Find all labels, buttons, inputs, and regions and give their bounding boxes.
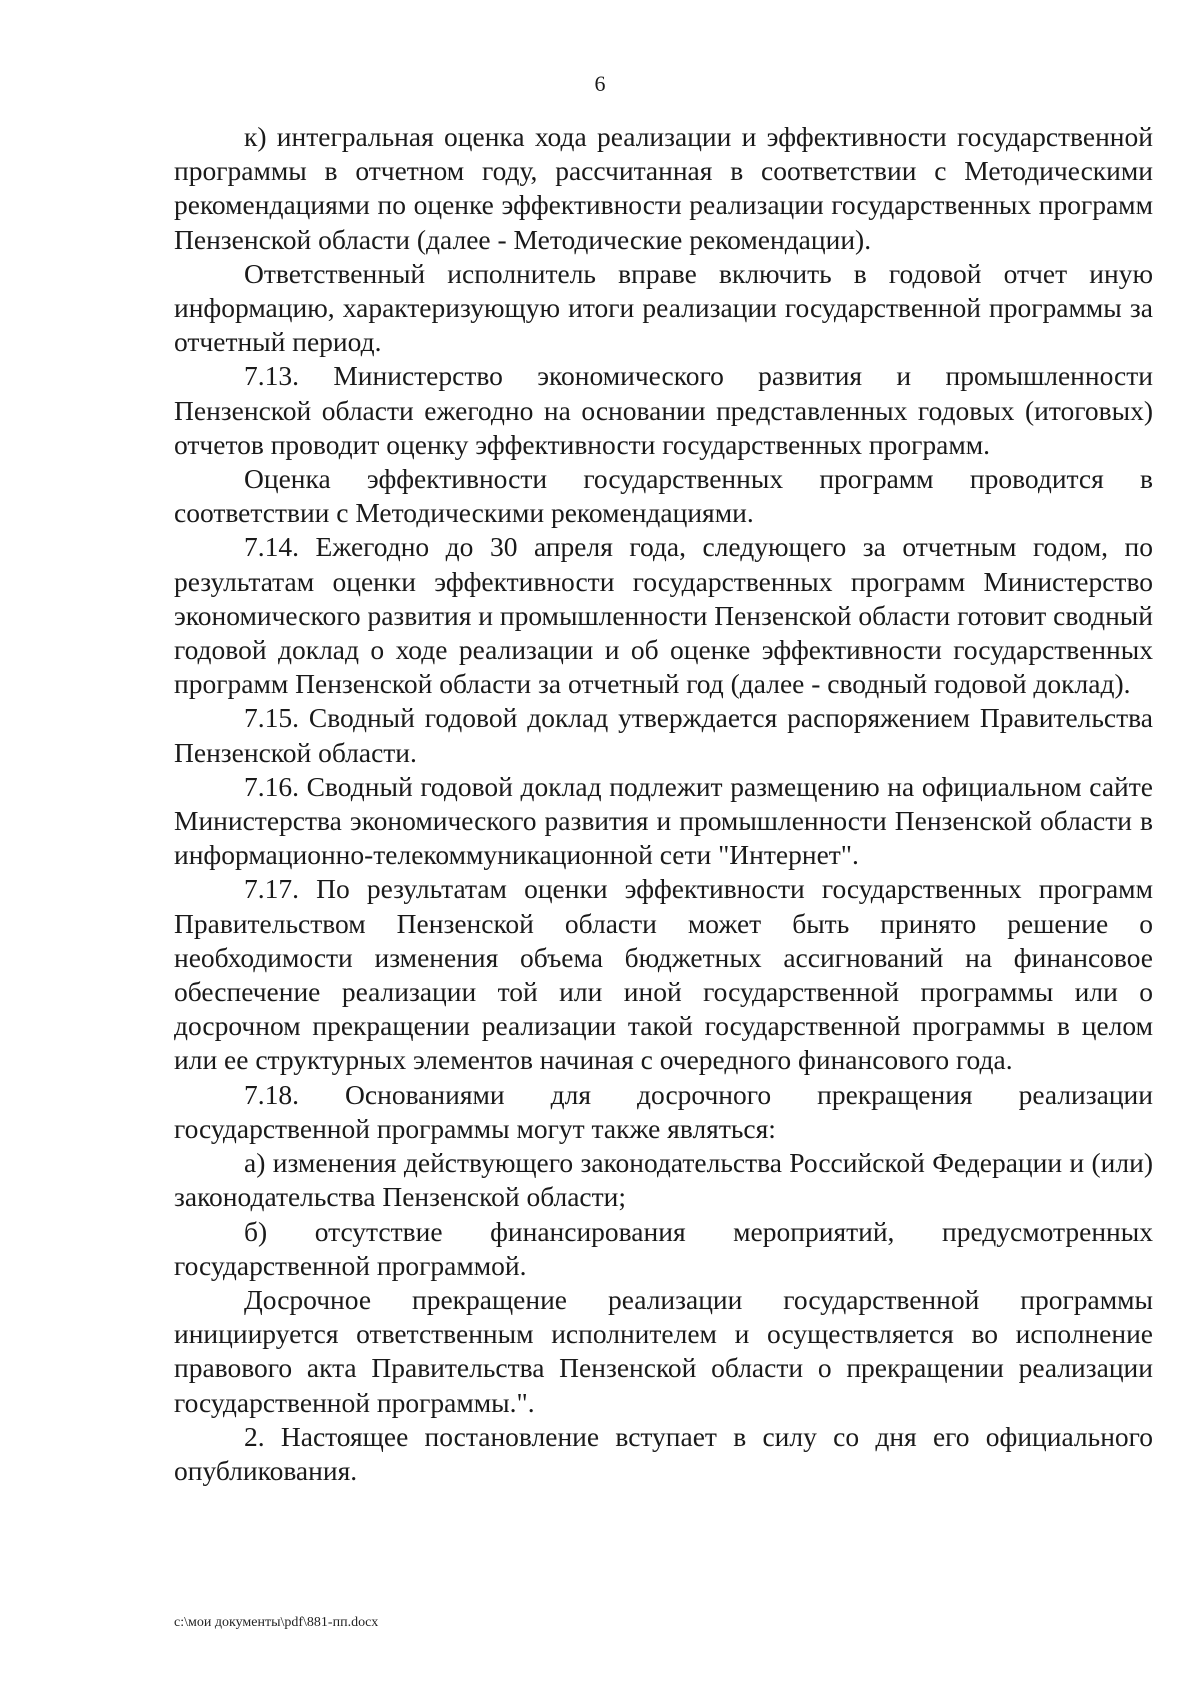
paragraph-7-15: 7.15. Сводный годовой доклад утверждается распоряжением Правительства Пензенской области. [174,702,1153,768]
paragraph-7-13: 7.13. Министерство экономического развития и промышленности Пензенской области ежегодно на основании представленных годовых (итоговых) отчетов проводит оценку эффективности государственных программ. [174,360,1153,460]
document-body [174,120,1153,1488]
footer-file-path: c:\мои документы\pdf\881-пп.docx [174,1615,379,1630]
paragraph-item-a: а) изменения действующего законодательства Российской Федерации и (или) законодательства Пензенской области; [174,1147,1153,1213]
paragraph-7-16: 7.16. Сводный годовой доклад подлежит размещению на официальном сайте Министерства экономического развития и промышленности Пензенской области в информационно-телекоммуникационной сети "Интернет". [174,770,1153,871]
paragraph-item-b: б) отсутствие финансирования мероприятий, предусмотренных государственной программой. [174,1215,1153,1281]
paragraph-additional-info: Ответственный исполнитель вправе включить в годовой отчет иную информацию, характеризующую итоги реализации государственной программы за отчетный период. [174,257,1153,358]
paragraph-7-18: 7.18. Основаниями для досрочного прекращения реализации государственной программы могут также являться: [174,1078,1153,1144]
paragraph-assessment-method: Оценка эффективности государственных программ проводится в соответствии с Методическими рекомендациями. [174,463,1153,529]
paragraph-k-integral-assessment: к) интегральная оценка хода реализации и эффективности государственной программы в отчетном году, рассчитанная в соответствии с Методическими рекомендациями по оценке эффективности реализации государственных программ Пензенской области (далее - Методические рекомендации). [174,121,1153,255]
paragraph-2-entry-into-force: 2. Настоящее постановление вступает в силу со дня его официального опубликования. [174,1420,1153,1486]
page-number: 6 [594,71,606,96]
paragraph-7-17: 7.17. По результатам оценки эффективности государственных программ Правительством Пензенской области может быть принято решение о необходимости изменения объема бюджетных ассигнований на финансовое обеспечение реализации той или иной государственной программы или о досрочном прекращении реализации такой государственной программы в целом или ее структурных элементов начиная с очередного финансового года. [174,873,1153,1076]
paragraph-early-termination: Досрочное прекращение реализации государственной программы инициируется ответственным исполнителем и осуществляется во исполнение правового акта Правительства Пензенской области о прекращении реализации государственной программы.". [174,1283,1153,1418]
paragraph-7-14: 7.14. Ежегодно до 30 апреля года, следующего за отчетным годом, по результатам оценки эффективности государственных программ Министерство экономического развития и промышленности Пензенской области готовит сводный годовой доклад о ходе реализации и об оценке эффективности государственных программ Пензенской области за отчетный год (далее - сводный годовой доклад). [174,531,1153,700]
